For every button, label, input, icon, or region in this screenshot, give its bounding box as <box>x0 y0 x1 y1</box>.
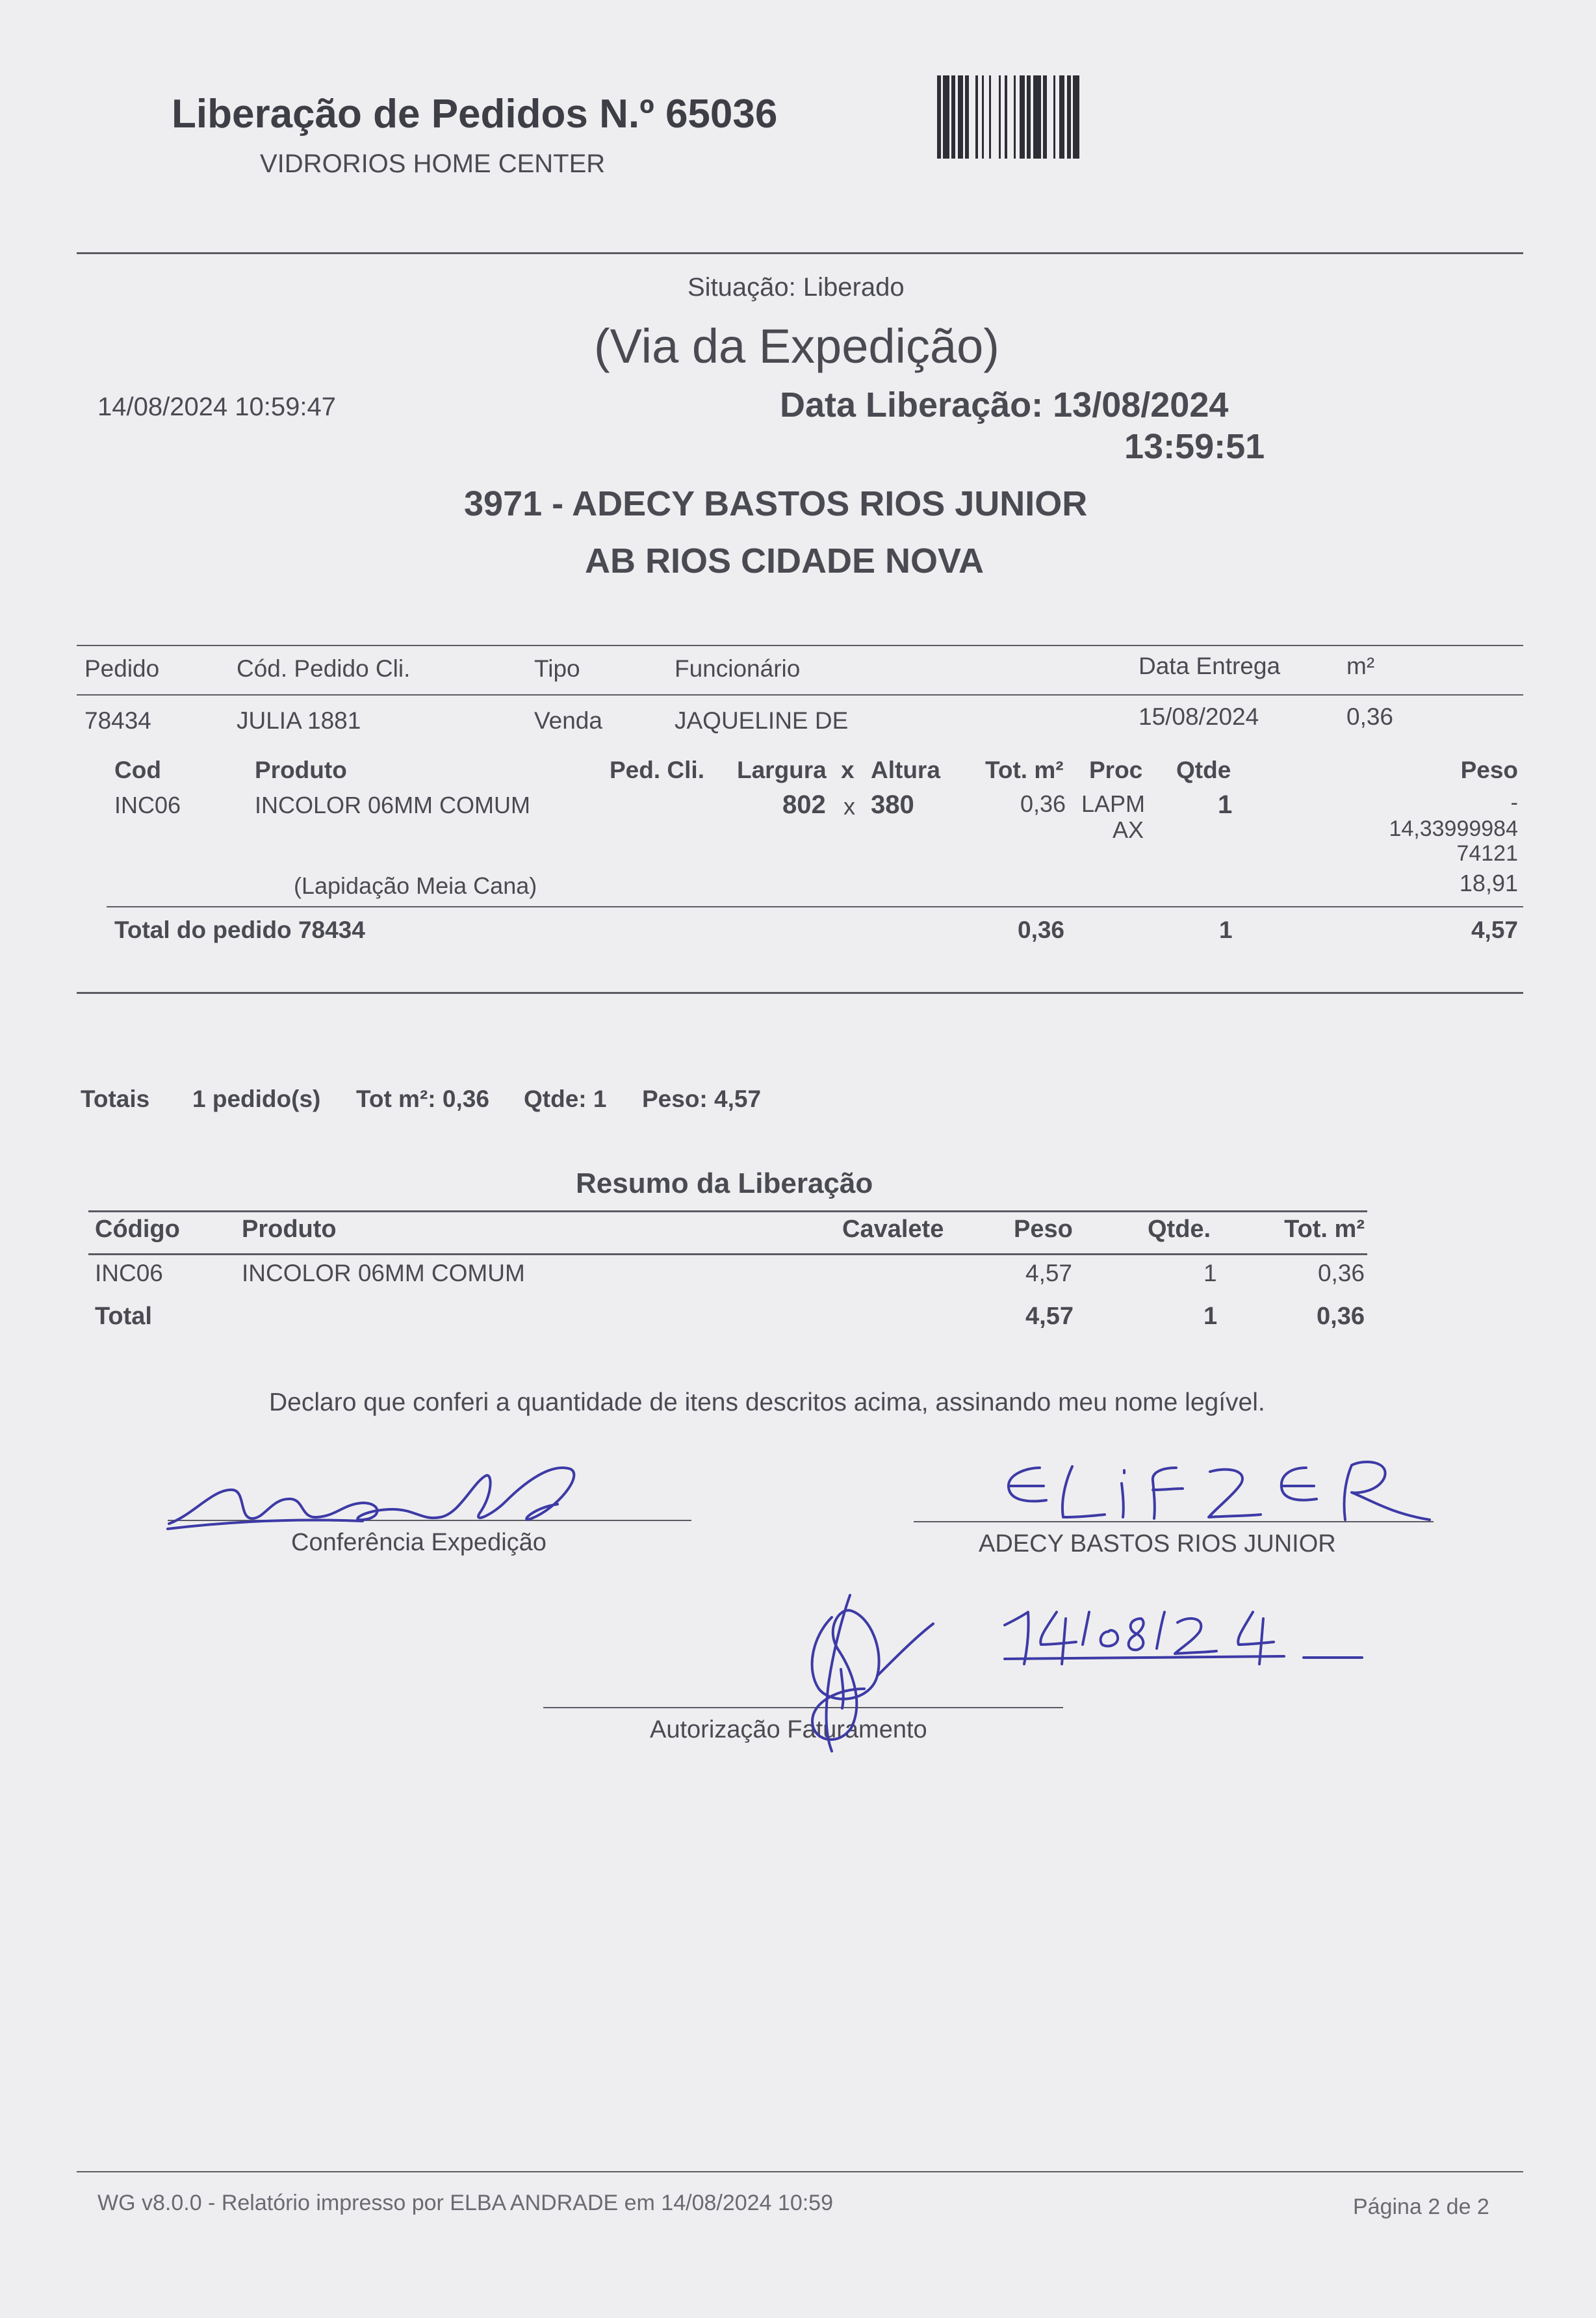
order-tipo: Venda <box>534 707 602 734</box>
item-col-cod: Cod <box>114 757 161 783</box>
item-altura: 380 <box>871 790 914 819</box>
via-title: (Via da Expedição) <box>594 319 999 373</box>
barcode-bar <box>999 75 1001 159</box>
barcode <box>937 75 1189 159</box>
item-proc-2: AX <box>1113 816 1144 843</box>
summary-total-tot-m2: 0,36 <box>1317 1303 1365 1330</box>
order-cod-pedido-cli: JULIA 1881 <box>237 707 361 734</box>
col-m2: m² <box>1346 653 1375 679</box>
totals-tot-m2: Tot m²: 0,36 <box>356 1086 489 1112</box>
item-bottom-line <box>107 906 1523 907</box>
item-peso-2: 14,33999984 <box>1389 816 1518 841</box>
item-col-produto: Produto <box>255 757 347 783</box>
barcode-bar <box>1053 75 1055 159</box>
barcode-bar <box>943 75 949 159</box>
barcode-bar <box>951 75 955 159</box>
item-note: (Lapidação Meia Cana) <box>294 872 537 899</box>
summary-row-produto: INCOLOR 06MM COMUM <box>242 1260 525 1286</box>
page-title: Liberação de Pedidos N.º 65036 <box>172 92 778 137</box>
item-note-value: 18,91 <box>1459 870 1518 896</box>
order-header-top-line <box>77 645 1523 646</box>
summary-total-label: Total <box>95 1303 152 1330</box>
item-col-largura: Largura <box>737 757 827 783</box>
order-total-peso: 4,57 <box>1471 917 1518 943</box>
footer-page-number: Página 2 de 2 <box>1353 2194 1489 2219</box>
totals-peso: Peso: 4,57 <box>642 1086 762 1112</box>
signature-cliente-drawing <box>1001 1455 1443 1526</box>
company-name: VIDRORIOS HOME CENTER <box>260 150 606 178</box>
signature-label-autorizacao: Autorização Faturamento <box>650 1716 927 1743</box>
signature-conferencia-drawing <box>168 1456 662 1541</box>
order-data-entrega: 15/08/2024 <box>1139 703 1259 730</box>
summary-col-peso: Peso <box>1014 1216 1073 1243</box>
summary-row-peso: 4,57 <box>1025 1260 1073 1286</box>
col-pedido: Pedido <box>84 655 160 682</box>
order-header-bottom-line <box>77 694 1523 696</box>
order-m2: 0,36 <box>1346 703 1394 730</box>
barcode-bar <box>975 75 978 159</box>
summary-row-tot-m2: 0,36 <box>1317 1260 1365 1286</box>
order-section-divider <box>77 992 1523 994</box>
summary-header-line <box>88 1253 1367 1255</box>
item-qtde: 1 <box>1218 790 1233 819</box>
order-total-m2: 0,36 <box>1018 917 1065 943</box>
totals-qtde: Qtde: 1 <box>524 1086 607 1112</box>
item-peso-3: 74121 <box>1456 841 1518 866</box>
barcode-bar <box>982 75 984 159</box>
barcode-bar <box>937 75 941 159</box>
barcode-bar <box>965 75 969 159</box>
declaration-text: Declaro que conferi a quantidade de itens descritos acima, assinando meu nome legível. <box>269 1388 1265 1416</box>
summary-top-line <box>88 1210 1367 1212</box>
col-cod-pedido-cli: Cód. Pedido Cli. <box>237 655 411 682</box>
barcode-bar <box>1005 75 1007 159</box>
item-col-peso: Peso <box>1460 757 1518 783</box>
signature-label-cliente: ADECY BASTOS RIOS JUNIOR <box>979 1530 1336 1557</box>
summary-total-peso: 4,57 <box>1025 1303 1074 1330</box>
barcode-bar <box>1067 75 1071 159</box>
barcode-bar <box>1027 75 1031 159</box>
item-col-altura: Altura <box>871 757 940 783</box>
summary-col-produto: Produto <box>242 1216 337 1243</box>
barcode-bar <box>1073 75 1079 159</box>
summary-row-qtde: 1 <box>1203 1260 1217 1286</box>
footer-left: WG v8.0.0 - Relatório impresso por ELBA ANDRADE em 14/08/2024 10:59 <box>97 2191 833 2215</box>
barcode-bar <box>989 75 991 159</box>
item-col-ped-cli: Ped. Cli. <box>610 757 704 783</box>
customer-store: AB RIOS CIDADE NOVA <box>585 541 985 580</box>
order-pedido: 78434 <box>84 707 151 734</box>
item-largura: 802 <box>782 790 826 819</box>
printed-timestamp: 14/08/2024 10:59:47 <box>97 393 337 421</box>
item-col-x: x <box>841 757 855 783</box>
customer-name: 3971 - ADECY BASTOS RIOS JUNIOR <box>464 484 1088 523</box>
signature-date-drawing <box>998 1599 1375 1671</box>
order-total-label: Total do pedido 78434 <box>114 917 365 943</box>
summary-col-tot-m2: Tot. m² <box>1284 1216 1365 1243</box>
item-col-qtde: Qtde <box>1176 757 1231 783</box>
barcode-bar <box>1020 75 1025 159</box>
barcode-bar <box>1059 75 1064 159</box>
summary-title: Resumo da Liberação <box>576 1167 873 1199</box>
item-col-proc: Proc <box>1089 757 1143 783</box>
signature-autorizacao-drawing <box>780 1591 936 1760</box>
status-text: Situação: Liberado <box>688 273 905 302</box>
header-divider <box>77 252 1523 254</box>
summary-col-qtde: Qtde. <box>1148 1216 1211 1243</box>
release-date: Data Liberação: 13/08/2024 <box>780 385 1229 424</box>
item-peso-1: - <box>1510 790 1518 815</box>
item-cod: INC06 <box>114 792 181 818</box>
col-tipo: Tipo <box>534 655 580 682</box>
item-produto: INCOLOR 06MM COMUM <box>255 792 531 818</box>
order-total-qtde: 1 <box>1219 917 1233 943</box>
item-x: x <box>843 793 855 820</box>
summary-total-qtde: 1 <box>1203 1303 1218 1330</box>
summary-row-codigo: INC06 <box>95 1260 163 1286</box>
footer-line <box>77 2171 1523 2172</box>
summary-col-codigo: Código <box>95 1216 180 1243</box>
barcode-bar <box>958 75 963 159</box>
release-time: 13:59:51 <box>1124 427 1265 466</box>
barcode-bar <box>1043 75 1047 159</box>
order-funcionario: JAQUELINE DE <box>675 707 849 734</box>
barcode-bar <box>1033 75 1041 159</box>
item-tot-m2: 0,36 <box>1020 790 1066 817</box>
col-data-entrega: Data Entrega <box>1139 653 1281 679</box>
item-col-tot-m2: Tot. m² <box>985 757 1064 783</box>
item-proc-1: LAPM <box>1081 790 1146 817</box>
summary-col-cavalete: Cavalete <box>842 1216 944 1243</box>
signature-label-conferencia: Conferência Expedição <box>291 1529 547 1556</box>
col-funcionario: Funcionário <box>675 655 801 682</box>
totals-label: Totais <box>81 1086 150 1112</box>
barcode-bar <box>1014 75 1016 159</box>
totals-pedidos: 1 pedido(s) <box>192 1086 321 1112</box>
